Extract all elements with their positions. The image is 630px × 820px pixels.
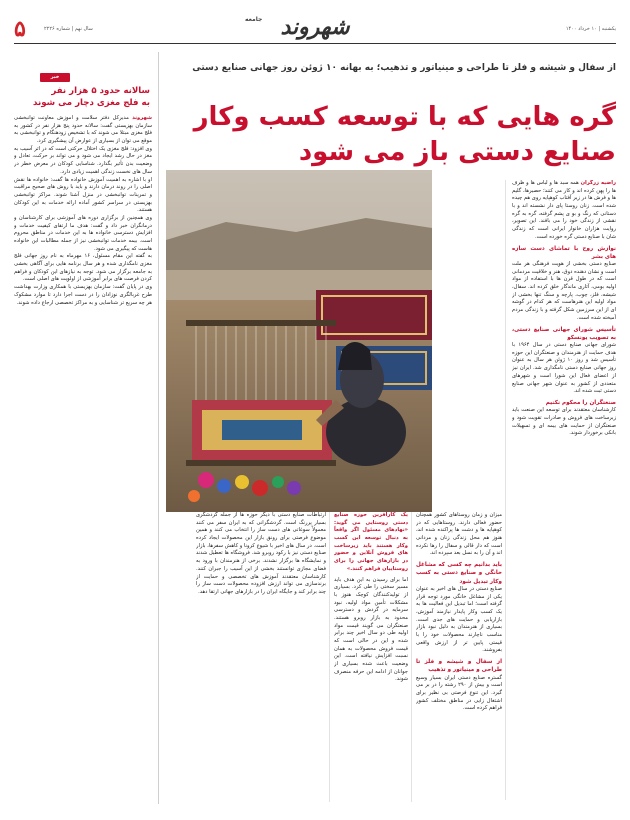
article-kicker: از سفال و شیشه و فلز تا طراحی و مینیاتور و تذهیب؛ به بهانه ۱۰ ژوئن روز جهانی صنایع دستی xyxy=(192,63,616,73)
page-number: ۵ xyxy=(14,16,26,42)
column-4-paragraph-3: کارشناسان معتقدند آموزش های تخصصی و حمایت از برندسازی می تواند ارزش افزوده محصولات دست ساز را چند برابر کند و جایگاه ایران را در بازارهای جهانی ارتقا دهد. xyxy=(196,573,326,595)
sidebar-source: شهروند xyxy=(132,115,152,121)
sidebar-paragraph-6: وی در پایان گفت: سازمان بهزیستی با همکاری وزارت بهداشت طرح غربالگری نوزادان را در دست اجرا دارد تا موارد مشکوک هر چه سریع تر شناسایی و به مراکز تخصصی ارجاع داده شوند. xyxy=(14,284,152,306)
article-headline xyxy=(186,100,616,171)
column-2-paragraph-3: گستره صنایع دستی ایران بسیار وسیع است و بیش از ۲۹۰ رشته را در بر می گیرد. این تنوع فرصتی بی نظیر برای اشتغال زایی در مناطق مختلف کشور فراهم کرده است. xyxy=(416,674,502,712)
column-divider xyxy=(329,512,330,802)
subheading-home-business: باید بدانیم چه کسی که مشاغل خانگی و صنایع دستی به کسب وکار تبدیل شود xyxy=(416,562,502,585)
logo-prefix: جامعه xyxy=(245,16,263,23)
sidebar-paragraph-3: او با اشاره به اهمیت آموزش خانواده ها گفت: خانواده ها نقش اصلی را در روند درمان دارند و باید با روش های صحیح مراقبت و تمرینات توانبخشی در منزل آشنا شوند. مراکز توانبخشی بهزیستی در سراسر کشور آماده ارائه خدمات به این کودکان هستند. xyxy=(14,176,152,214)
subheading-artisans: صنعتگران را محکوم نکنیم xyxy=(545,399,616,406)
column-1-paragraph-1: همه سبد ها و لباس ها و ظرف ها را پهن کرده اند و کار می کنند؛ حصیرها، گلیم ها و فرش ها در زیر آفتاب کوهپایه روی هم چیده شده است. زنان روستا پای دار نشسته اند و با دستانی که رنگ و بو ی پشم گرفته، گره به گره نقشی از زندگی خود را می بافند. این تصویر، روایت هزاران خانوار ایرانی است که زندگی شان با صنایع دستی گره خورده است. xyxy=(512,180,616,240)
weavers-photo-illustration xyxy=(166,170,432,512)
subheading-world-council: تأسیس شورای جهانی صنایع دستی، به تصویب یونسکو xyxy=(512,326,616,341)
column-2-paragraph-2: صنایع دستی در سال های اخیر به عنوان یکی از مشاغل خانگی مورد توجه قرار گرفته است؛ اما تبدیل این فعالیت ها به یک کسب وکار پایدار نیازمند آموزش، بازاریابی و حمایت های جدی است. بسیاری از هنرمندان به دلیل نبود بازار مناسب ناچارند محصولات خود را با قیمتی پایین تر از ارزش واقعی بفروشند. xyxy=(416,585,502,654)
article-column-1 xyxy=(512,180,616,800)
article-column-2 xyxy=(416,512,502,802)
pull-quote: یک کارآفرین حوزه صنایع دستی روستایی می گوید: «نهادهای مسئول اگر واقعاً به دنبال توسعه این کسب وکار هستند باید زیرساخت های فروش آنلاین و حضور در بازارهای جهانی را برای روستاییان فراهم کنند.» xyxy=(334,512,408,572)
sidebar-body xyxy=(14,115,152,805)
issue-number: سال نهم | شماره ۲۲۲۶ xyxy=(44,26,93,32)
sidebar-headline xyxy=(14,85,150,109)
sidebar-paragraph-4: وی همچنین از برگزاری دوره های آموزشی برای کارشناسان و درمانگران خبر داد و گفت: هدف ما ارتقای کیفیت خدمات و افزایش دسترسی خانواده ها به این خدمات در مناطق محروم است. بیمه خدمات توانبخشی نیز از جمله مطالبات این خانواده هاست که پیگیری می شود. xyxy=(14,214,152,252)
sidebar-headline-line-1: سالانه حدود ۵ هزار نفر xyxy=(51,86,150,96)
subheading-craft-soul: نوازش روح با تماشای دست سازه های بشر xyxy=(512,245,616,260)
column-3-paragraph-1: اما برای رسیدن به این هدف باید مسیر سختی را طی کرد. بسیاری از تولیدکنندگان کوچک هنوز با مشکلات تأمین مواد اولیه، نبود سرمایه در گردش و دسترسی محدود به بازار روبرو هستند. xyxy=(334,576,408,621)
subheading-pottery-glass: از سفال و شیشه و فلز تا طراحی و مینیاتور و تذهیب xyxy=(416,659,502,674)
sidebar-paragraph-2: وی افزود: فلج مغزی یک اختلال حرکتی است که در اثر آسیب به مغز در حال رشد ایجاد می شود و می تواند بر حرکت، تعادل و وضعیت بدن تأثیر بگذارد. شناسایی کودکان در معرض خطر در سال های نخست زندگی اهمیت زیادی دارد. xyxy=(14,145,152,175)
article-column-3 xyxy=(334,512,408,802)
column-4-paragraph-1: ارتباطات صنایع دستی با دیگر حوزه ها از جمله گردشگری بسیار پررنگ است. گردشگرانی که به ایران سفر می کنند معمولاً سوغاتی های دست ساز را انتخاب می کنند و همین موضوع فرصتی برای رونق بازار این محصولات ایجاد کرده است. xyxy=(196,512,326,549)
sidebar-divider xyxy=(158,52,159,804)
article-photo xyxy=(166,170,432,512)
column-3-paragraph-2: صنعتگران می گویند قیمت مواد اولیه طی دو سال اخیر چند برابر شده و این در حالی است که قیمت فروش محصولات به همان نسبت افزایش نیافته است. این وضعیت باعث شده بسیاری از جوانان از ادامه این حرفه منصرف شوند. xyxy=(334,622,408,683)
headline-line-2: صنایع دستی باز می شود xyxy=(298,137,616,168)
headline-line-1: گره هایی که با توسعه کسب وکار xyxy=(193,102,616,132)
column-4-paragraph-2: در سال های اخیر با شیوع کرونا و کاهش سفرها، بازار صنایع دستی نیز با رکود روبرو شد. فروشگاه ها تعطیل شدند و نمایشگاه ها برگزار نشدند. برخی از هنرمندان با ورود به فضای مجازی توانستند بخشی از این آسیب را جبران کنند. xyxy=(196,542,326,572)
column-divider xyxy=(505,180,506,800)
sidebar-headline-line-2: به فلج مغزی دچار می شوند xyxy=(33,98,150,109)
author-byline: راضیه زرگران xyxy=(580,180,616,186)
column-1-paragraph-2: صنایع دستی بخشی از هویت فرهنگی هر ملت است و نشان دهنده ذوق، هنر و خلاقیت مردمانی است که در طول قرن ها با استفاده از مواد اولیه بومی، آثاری ماندگار خلق کرده اند. سفال، شیشه، فلز، چوب، پارچه و سنگ تنها بخشی از مواد اولیه این هنرهاست که هر کدام در گوشه ای از این سرزمین شکل گرفته و با زندگی مردم آمیخته شده است. xyxy=(512,261,616,321)
column-1-paragraph-3: شورای جهانی صنایع دستی در سال ۱۹۶۴ با هدف حمایت از هنرمندان و صنعتگران این حوزه تأسیس شد و روز ۱۰ ژوئن هر سال به عنوان روز جهانی صنایع دستی نامگذاری شد. ایران نیز از اعضای فعال این شورا است و شهرهای متعددی از کشور به عنوان شهر جهانی صنایع دستی ثبت شده اند. xyxy=(512,342,616,395)
column-divider xyxy=(411,512,412,802)
column-2-paragraph-1: میزان و زمان روستاهای کشور همچنان حضور فعالی دارند. روستاهایی که در کوهپایه ها و دشت ها پراکنده شده اند، هنوز هم محل زندگی زنان و مردانی است که دار قالی و سفال را رها نکرده اند و آن را به نسل بعد سپرده اند. xyxy=(416,512,502,557)
newspaper-logo: شهروند xyxy=(280,14,350,40)
sidebar-paragraph-1: مدیرکل دفتر سلامت و آموزش معاونت توانبخشی سازمان بهزیستی گفت: سالانه حدود پنج هزار نفر در کشور به فلج مغزی مبتلا می شوند که با تشخیص زودهنگام و توانبخشی به موقع می توان از بسیاری از عوارض آن پیشگیری کرد. xyxy=(14,115,152,145)
column-1-paragraph-4: کارشناسان معتقدند برای توسعه این صنعت باید زیرساخت های فروش و صادرات تقویت شود و صنعتگران از حمایت های بیمه ای و تسهیلات بانکی برخوردار شوند. xyxy=(512,407,616,437)
news-tag: خبر xyxy=(40,73,70,82)
sidebar-paragraph-5: به گفته این مقام مسئول، ۱۶ مهرماه به نام روز جهانی فلج مغزی نامگذاری شده و هر سال برنامه هایی برای آگاهی بخشی به جامعه برگزار می شود. توجه به نیازهای این کودکان و فراهم کردن فرصت های برابر آموزشی از اولویت های اصلی است. xyxy=(14,253,152,283)
article-column-4 xyxy=(196,512,326,802)
issue-date: یکشنبه | ۱۰ خرداد ۱۴۰۰ xyxy=(565,26,616,32)
masthead xyxy=(14,14,616,44)
